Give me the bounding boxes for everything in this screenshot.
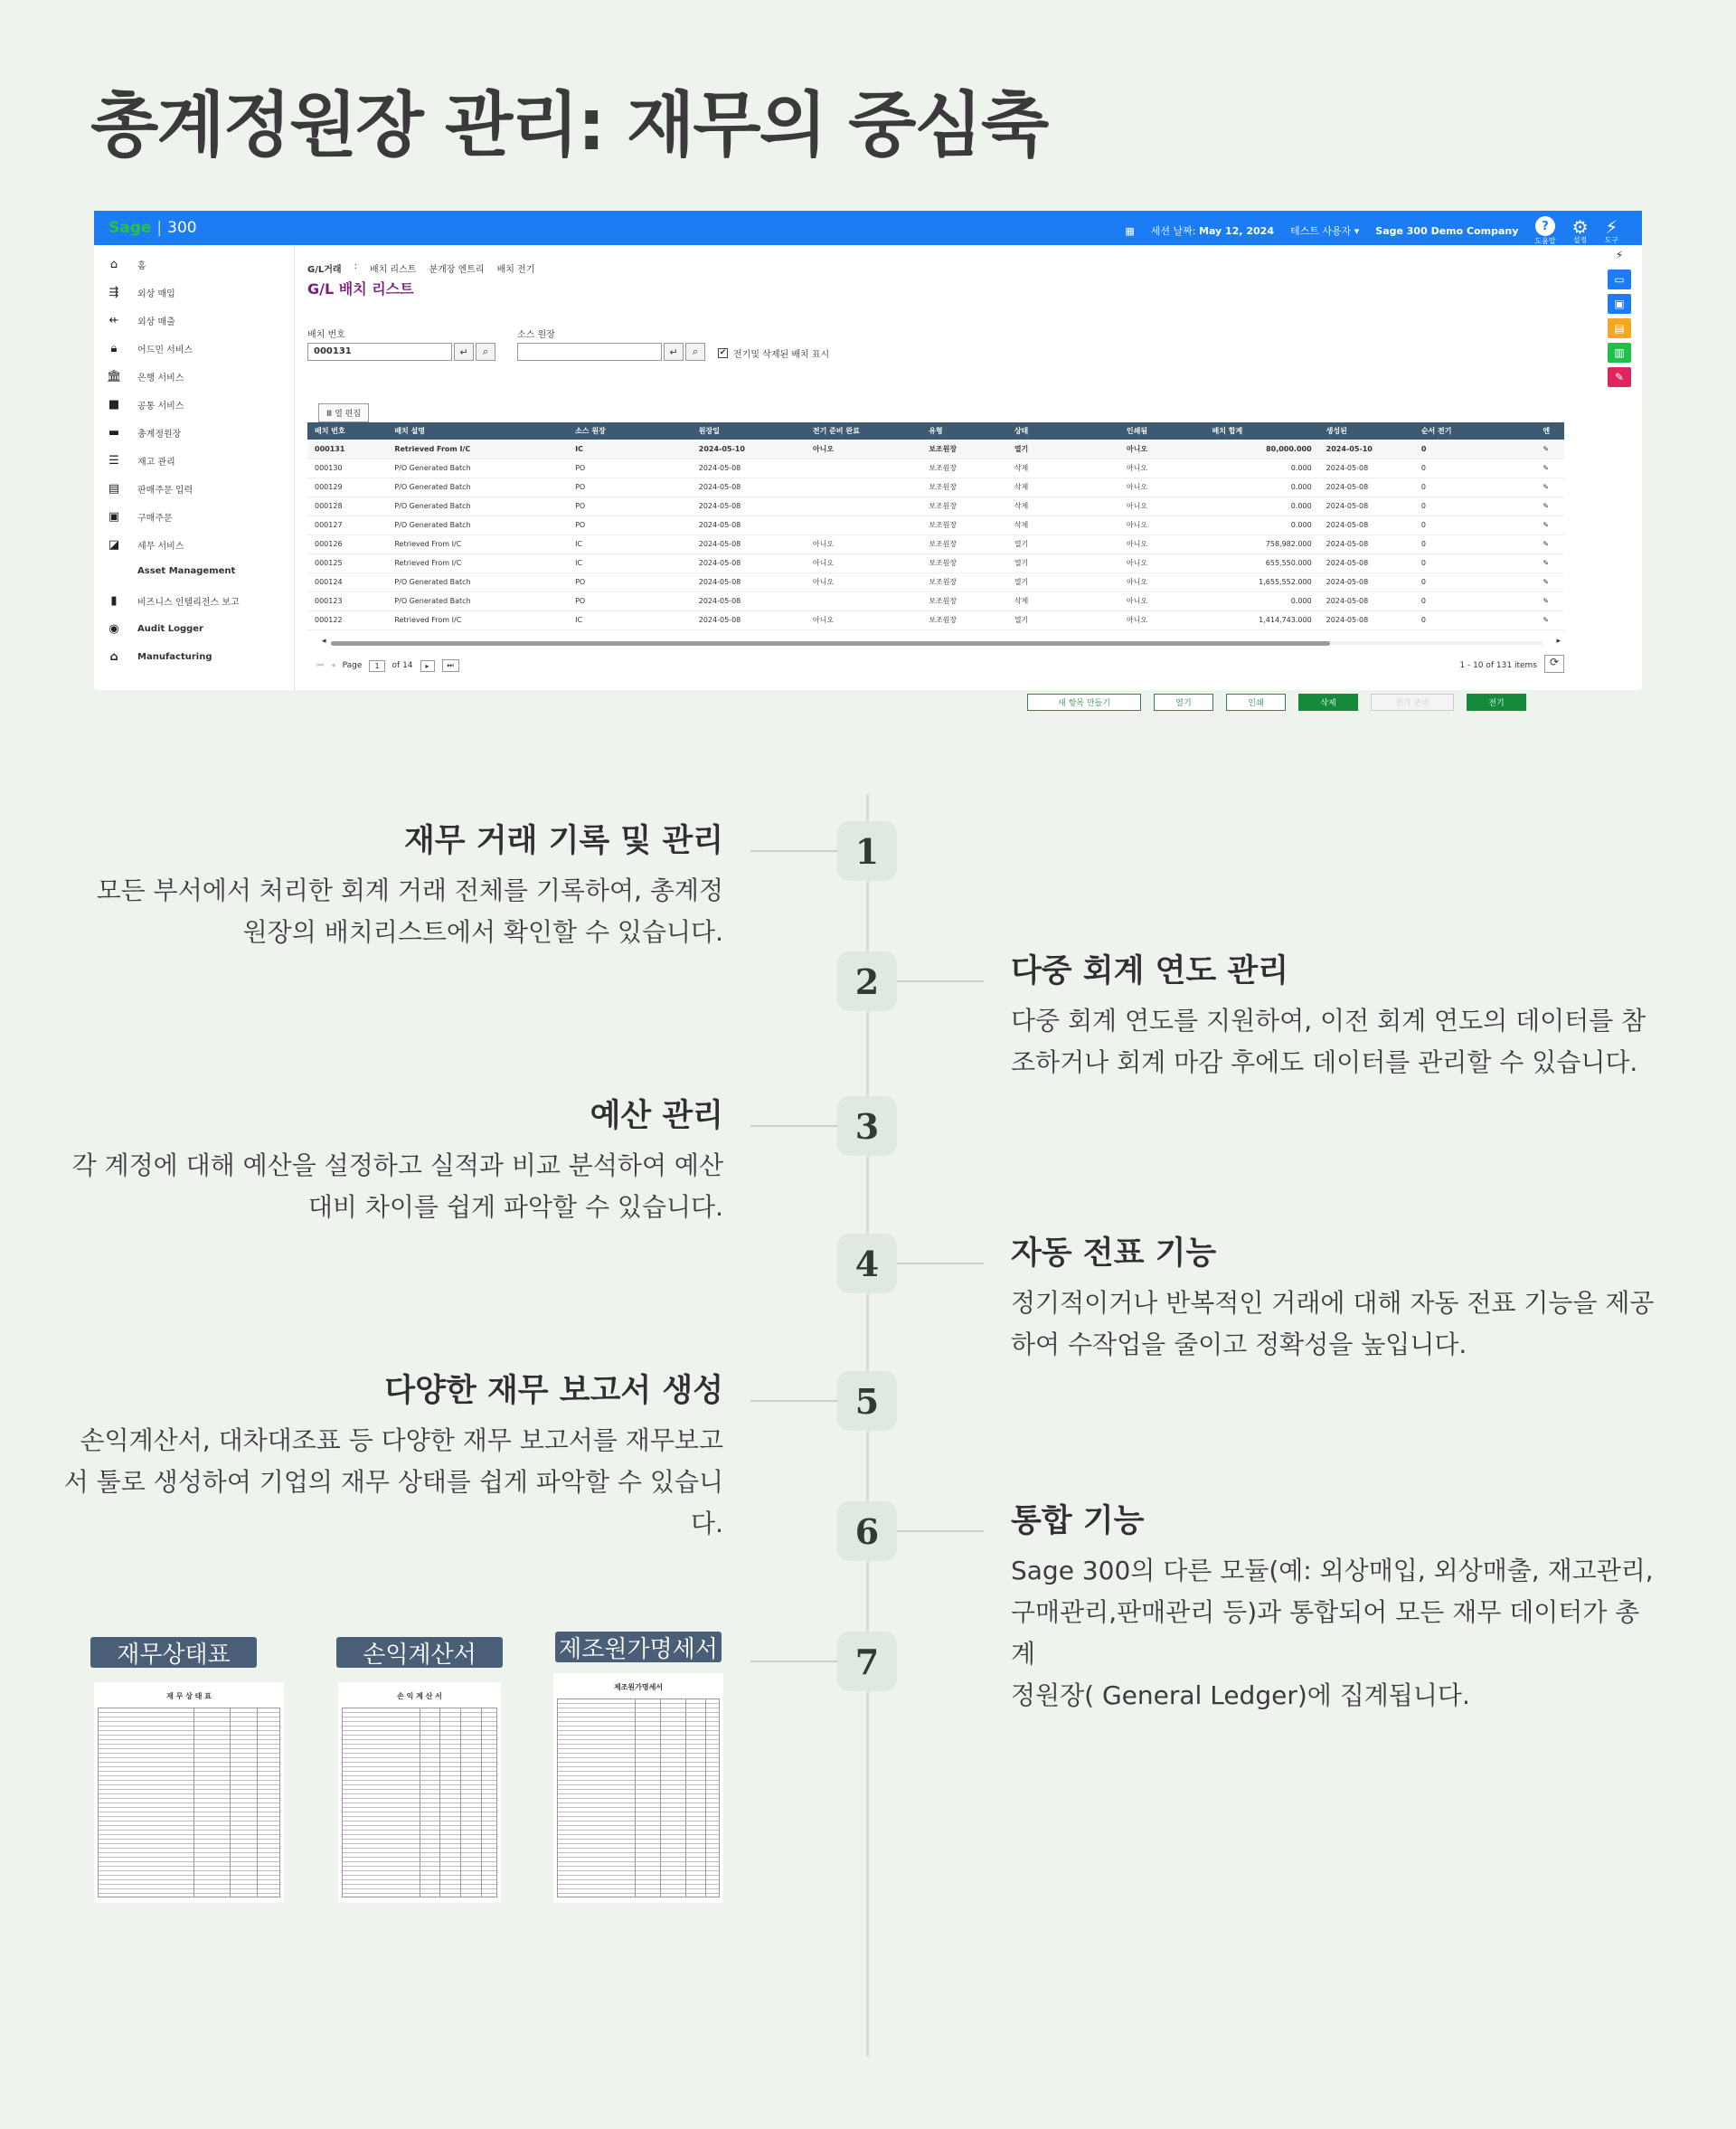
- table-cell: 보조원장: [921, 497, 1007, 516]
- step-badge-2: 2: [837, 951, 897, 1011]
- help-button[interactable]: ? 도움말: [1534, 216, 1555, 245]
- scrollbar-thumb[interactable]: [331, 641, 1330, 646]
- table-cell: 000130: [307, 459, 387, 478]
- calendar-icon[interactable]: ▦: [1125, 224, 1135, 237]
- table-cell: 아니오: [806, 610, 921, 629]
- folder-icon: ▬: [108, 426, 120, 440]
- table-cell: 삭제: [1007, 478, 1119, 497]
- feature-title-1: 재무 거래 기록 및 관리: [403, 823, 723, 859]
- table-cell: 000127: [307, 516, 387, 535]
- breadcrumb-item[interactable]: 분개장 엔트리: [429, 265, 485, 275]
- table-cell: [806, 516, 921, 535]
- table-cell: 2024-05-08: [1319, 459, 1414, 478]
- factory-icon: ⌂: [109, 650, 118, 664]
- sidebar-item-payables[interactable]: ⇶ 외상 매입: [107, 286, 175, 299]
- table-cell: P/O Generated Batch: [387, 478, 568, 497]
- home-icon: ⌂: [109, 258, 118, 271]
- table-cell: 아니오: [806, 535, 921, 554]
- table-cell: 삭제: [1007, 459, 1119, 478]
- table-cell: 000126: [307, 535, 387, 554]
- table-cell: 보조원장: [921, 459, 1007, 478]
- table-cell: 보조원장: [921, 591, 1007, 610]
- report-label-balance-sheet: 재무상태표: [90, 1637, 257, 1668]
- table-cell: 아니오: [1119, 497, 1205, 516]
- column-header[interactable]: 배치 번호: [307, 422, 387, 440]
- table-cell: 2024-05-08: [1319, 497, 1414, 516]
- note-icon[interactable]: ▤: [1608, 318, 1631, 338]
- finder-enter-button[interactable]: ↵: [664, 343, 684, 361]
- table-cell: 655,550.000: [1205, 554, 1319, 572]
- feature-desc-1: 모든 부서에서 처리한 회계 거래 전체를 기록하여, 총계정 원장의 배치리스트에서 확인할 수 있습니다.: [96, 875, 723, 947]
- feature-desc-3: 각 계정에 대해 예산을 설정하고 실적과 비교 분석하여 예산 대비 차이를 쉽게 파악할 수 있습니다.: [71, 1150, 723, 1222]
- table-cell: 아니오: [1119, 535, 1205, 554]
- table-cell: 아니오: [1119, 610, 1205, 629]
- sidebar-item-asset[interactable]: Asset Management: [137, 566, 236, 576]
- table-cell: 0.000: [1205, 591, 1319, 610]
- column-header[interactable]: 순서 전기: [1414, 422, 1536, 440]
- bolt-icon: ⚡: [1605, 215, 1618, 238]
- table-cell: P/O Generated Batch: [387, 516, 568, 535]
- product-name: 300: [167, 219, 197, 237]
- column-header[interactable]: 배치 합계: [1205, 422, 1319, 440]
- table-row[interactable]: [307, 591, 1564, 610]
- table-cell: 2024-05-08: [1319, 554, 1414, 572]
- table-cell: 2024-05-08: [1319, 610, 1414, 629]
- table-cell: 2024-05-08: [1319, 572, 1414, 591]
- column-header[interactable]: 엔: [1535, 422, 1564, 440]
- brand-logo: Sage: [108, 219, 152, 237]
- breadcrumb-item[interactable]: 배치 리스트: [369, 265, 417, 275]
- table-cell: IC: [568, 610, 692, 629]
- new-button[interactable]: 새 항목 만들기: [1027, 694, 1141, 711]
- table-cell: 열기: [1007, 610, 1119, 629]
- table-row[interactable]: [307, 610, 1564, 629]
- table-row[interactable]: [307, 535, 1564, 554]
- batch-number-input[interactable]: 000131: [307, 343, 452, 361]
- step-badge-3: 3: [837, 1096, 897, 1156]
- table-cell: Retrieved From I/C: [387, 610, 568, 629]
- post-button[interactable]: 전기: [1467, 694, 1526, 711]
- table-cell: Retrieved From I/C: [387, 554, 568, 572]
- table-cell: 2024-05-08: [692, 554, 806, 572]
- table-row[interactable]: [307, 572, 1564, 591]
- table-cell: 0.000: [1205, 459, 1319, 478]
- items-count: 1 - 10 of 131 items: [1459, 661, 1537, 670]
- table-cell: 000131: [307, 440, 387, 459]
- sidebar-item-receivables[interactable]: ⇷ 외상 매출: [107, 314, 175, 327]
- table-cell: 보조원장: [921, 440, 1007, 459]
- sales-order-icon: ▤: [108, 482, 120, 496]
- table-cell: 0: [1414, 554, 1536, 572]
- table-cell: 2024-05-08: [1319, 535, 1414, 554]
- table-cell: IC: [568, 440, 692, 459]
- action-bar: [1027, 694, 1526, 711]
- column-header[interactable]: 전기 준비 완료: [806, 422, 921, 440]
- source-ledger-label: 소스 원장: [517, 330, 555, 340]
- feature-desc-5: 손익계산서, 대차대조표 등 다양한 재무 보고서를 재무보고 서 툴로 생성하여 기업의 재무 상태를 쉽게 파악할 수 있습니 다.: [63, 1425, 723, 1538]
- table-cell: 열기: [1007, 535, 1119, 554]
- last-page-icon[interactable]: ⏭: [442, 659, 459, 672]
- table-cell: 삭제: [1007, 591, 1119, 610]
- table-cell: PO: [568, 516, 692, 535]
- tools-button[interactable]: ⚡ 도구: [1604, 215, 1618, 244]
- column-header[interactable]: 상태: [1007, 422, 1119, 440]
- table-cell: P/O Generated Batch: [387, 459, 568, 478]
- help-icon: ?: [1535, 216, 1555, 236]
- table-cell: 아니오: [1119, 572, 1205, 591]
- table-cell: P/O Generated Batch: [387, 497, 568, 516]
- table-cell: [806, 497, 921, 516]
- search-icon[interactable]: ⌕: [685, 343, 705, 361]
- table-cell: 0: [1414, 497, 1536, 516]
- table-cell: P/O Generated Batch: [387, 572, 568, 591]
- scroll-right-icon[interactable]: ▸: [1556, 637, 1561, 646]
- document-icon[interactable]: ▥: [1608, 343, 1631, 363]
- edit-icon[interactable]: ✎: [1535, 554, 1564, 572]
- table-cell: Retrieved From I/C: [387, 440, 568, 459]
- horizontal-scrollbar[interactable]: [322, 639, 1561, 647]
- scroll-left-icon[interactable]: ◂: [322, 637, 326, 646]
- sidebar-item-common[interactable]: ■ 공통 서비스: [108, 398, 184, 412]
- feature-desc-4: 정기적이거나 반복적인 거래에 대해 자동 전표 기능을 제공 하여 수작업을 줄이고 정확성을 높입니다.: [1011, 1288, 1655, 1359]
- sidebar-item-tax[interactable]: ◪ 세무 서비스: [108, 538, 184, 552]
- screen-title: G/L 배치 리스트: [307, 280, 414, 298]
- table-cell: 아니오: [1119, 516, 1205, 535]
- table-cell: 2024-05-08: [692, 535, 806, 554]
- table-cell: 아니오: [1119, 591, 1205, 610]
- app-screenshot: [94, 211, 1642, 708]
- search-icon[interactable]: ⌕: [476, 343, 495, 361]
- feature-desc-6: Sage 300의 다른 모듈(예: 외상매입, 외상매출, 재고관리, 구매관리,판매관리 등)과 통합되어 모든 재무 데이터가 총계 정원장( General Ledger)에 집계됩니다.: [1011, 1556, 1654, 1710]
- table-cell: 보조원장: [921, 478, 1007, 497]
- column-header[interactable]: 생성된: [1319, 422, 1414, 440]
- table-cell: 80,000.000: [1205, 440, 1319, 459]
- pagination: ⏮ ◂ Page 1 of 14 ▸ ⏭ 1 - 10 of 131 items ⟳: [316, 657, 1564, 675]
- print-button[interactable]: 인쇄: [1226, 694, 1286, 711]
- step-badge-7: 7: [837, 1632, 897, 1691]
- table-cell: 000124: [307, 572, 387, 591]
- table-cell: 아니오: [1119, 478, 1205, 497]
- table-cell: PO: [568, 459, 692, 478]
- table-cell: 보조원장: [921, 610, 1007, 629]
- table-cell: 0.000: [1205, 516, 1319, 535]
- ready-to-post-button[interactable]: 전기 준비: [1371, 694, 1454, 711]
- report-label-cost-statement: 제조원가명세서: [555, 1632, 722, 1662]
- edit-icon[interactable]: ✎: [1535, 516, 1564, 535]
- column-header[interactable]: 원장일: [692, 422, 806, 440]
- edit-icon[interactable]: ✎: [1535, 591, 1564, 610]
- checkbox-icon: ✔: [719, 348, 727, 357]
- table-cell: 000123: [307, 591, 387, 610]
- table-cell: [806, 591, 921, 610]
- sidebar-item-manufacturing[interactable]: ⌂ Manufacturing: [107, 650, 212, 664]
- table-cell: 1,414,743.000: [1205, 610, 1319, 629]
- sidebar-item-admin[interactable]: 🔒︎ 어드민 서비스: [107, 342, 193, 355]
- bank-icon: 🏛︎: [107, 370, 122, 383]
- table-cell: 2024-05-08: [1319, 591, 1414, 610]
- table-cell: 000122: [307, 610, 387, 629]
- table-cell: 000128: [307, 497, 387, 516]
- cost-statement-thumbnail: 제조원가명세서: [553, 1673, 723, 1903]
- table-cell: Retrieved From I/C: [387, 535, 568, 554]
- income-statement-thumbnail: 손 익 계 산 서: [338, 1682, 501, 1903]
- batch-table: [307, 422, 1564, 630]
- table-cell: 1,655,552.000: [1205, 572, 1319, 591]
- sidebar-item-inventory[interactable]: ☰ 재고 관리: [107, 454, 175, 468]
- table-cell: [806, 459, 921, 478]
- table-cell: 2024-05-08: [692, 478, 806, 497]
- sidebar-item-bank[interactable]: 🏛︎ 은행 서비스: [107, 370, 184, 383]
- breadcrumb: G/L거래 : 배치 리스트 분개장 엔트리 배치 전기: [307, 261, 535, 275]
- table-cell: 아니오: [806, 572, 921, 591]
- table-row[interactable]: [307, 497, 1564, 516]
- show-posted-checkbox[interactable]: ✔ 전기및 삭제된 배치 표시: [719, 348, 830, 360]
- step-badge-1: 1: [837, 821, 897, 881]
- delete-button[interactable]: 삭제: [1298, 694, 1358, 711]
- edit-icon[interactable]: ✎: [1535, 478, 1564, 497]
- payables-icon: ⇶: [108, 286, 119, 299]
- tax-icon: ◪: [108, 538, 120, 552]
- table-cell: 758,982.000: [1205, 535, 1319, 554]
- sidebar-item-sales-order[interactable]: ▤ 판매주문 입력: [108, 482, 193, 496]
- lock-icon: 🔒︎: [110, 342, 118, 355]
- table-cell: 아니오: [1119, 440, 1205, 459]
- finder-enter-button[interactable]: ↵: [454, 343, 474, 361]
- table-cell: 2024-05-10: [1319, 440, 1414, 459]
- feature-title-3: 예산 관리: [590, 1098, 723, 1134]
- edit-icon[interactable]: ✎: [1535, 440, 1564, 459]
- sidebar-item-home[interactable]: ⌂ 홈: [107, 258, 146, 271]
- table-cell: 2024-05-08: [1319, 478, 1414, 497]
- column-header[interactable]: 소스 원장: [568, 422, 692, 440]
- table-cell: PO: [568, 497, 692, 516]
- sidebar: [94, 245, 295, 690]
- table-cell: 0: [1414, 440, 1536, 459]
- breadcrumb-item[interactable]: G/L거래: [307, 265, 342, 275]
- page-title: 총계정원장 관리: 재무의 중심축: [90, 85, 1048, 166]
- table-row[interactable]: [307, 554, 1564, 572]
- inventory-icon: ☰: [108, 454, 119, 468]
- eye-icon: ◉: [108, 622, 119, 636]
- table-cell: 0: [1414, 535, 1536, 554]
- app-topbar: [94, 211, 1642, 245]
- table-cell: 2024-05-08: [1319, 516, 1414, 535]
- source-ledger-input[interactable]: [517, 343, 662, 361]
- table-cell: 열기: [1007, 554, 1119, 572]
- sidebar-item-gl[interactable]: ▬ 총계정원장: [108, 426, 182, 440]
- table-cell: 2024-05-10: [692, 440, 806, 459]
- bolt-icon[interactable]: ⚡: [1608, 245, 1631, 265]
- table-row[interactable]: [307, 440, 1564, 459]
- table-cell: 열기: [1007, 440, 1119, 459]
- main-panel: [307, 245, 1600, 708]
- column-edit-button[interactable]: Ⅲ 열 편집: [318, 403, 369, 422]
- table-cell: PO: [568, 591, 692, 610]
- right-toolbar: [1608, 245, 1635, 392]
- table-row[interactable]: [307, 516, 1564, 535]
- table-cell: PO: [568, 478, 692, 497]
- session-date[interactable]: 세션 날짜: May 12, 2024: [1150, 225, 1274, 237]
- table-cell: 0: [1414, 572, 1536, 591]
- page-number-input[interactable]: 1: [369, 660, 384, 672]
- table-cell: PO: [568, 572, 692, 591]
- sidebar-item-audit[interactable]: ◉ Audit Logger: [107, 622, 203, 636]
- table-cell: P/O Generated Batch: [387, 591, 568, 610]
- sidebar-item-bi[interactable]: ▮ 비즈니스 인텔리전스 보고: [107, 594, 240, 608]
- refresh-icon[interactable]: ⟳: [1544, 655, 1564, 673]
- sidebar-item-purchase-order[interactable]: ▣ 구매주문: [108, 510, 173, 524]
- feature-desc-2: 다중 회계 연도를 지원하여, 이전 회계 연도의 데이터를 참 조하거나 회계 마감 후에도 데이터를 관리할 수 있습니다.: [1011, 1006, 1646, 1077]
- table-cell: 아니오: [1119, 459, 1205, 478]
- table-cell: 보조원장: [921, 516, 1007, 535]
- table-cell: 보조원장: [921, 572, 1007, 591]
- column-header[interactable]: 배치 설명: [387, 422, 568, 440]
- table-cell: 보조원장: [921, 535, 1007, 554]
- table-cell: 0: [1414, 516, 1536, 535]
- open-button[interactable]: 열기: [1154, 694, 1213, 711]
- table-cell: 0.000: [1205, 478, 1319, 497]
- edit-icon[interactable]: ✎: [1535, 459, 1564, 478]
- balance-sheet-thumbnail: 재 무 상 태 표: [94, 1682, 284, 1903]
- table-cell: 아니오: [806, 554, 921, 572]
- column-header[interactable]: 인쇄됨: [1119, 422, 1205, 440]
- briefcase-icon: ■: [108, 398, 120, 412]
- table-cell: 아니오: [1119, 554, 1205, 572]
- table-cell: 보조원장: [921, 554, 1007, 572]
- table-cell: 열기: [1007, 572, 1119, 591]
- table-cell: 2024-05-08: [692, 459, 806, 478]
- app-brand: Sage | 300: [108, 219, 197, 237]
- table-cell: IC: [568, 535, 692, 554]
- edit-icon[interactable]: ✎: [1535, 610, 1564, 629]
- table-row[interactable]: [307, 478, 1564, 497]
- column-header[interactable]: 유형: [921, 422, 1007, 440]
- feature-title-4: 자동 전표 기능: [1011, 1235, 1217, 1272]
- table-cell: 000129: [307, 478, 387, 497]
- step-badge-4: 4: [837, 1234, 897, 1293]
- breadcrumb-item[interactable]: 배치 전기: [496, 265, 535, 275]
- window-settings-icon[interactable]: ▣: [1608, 294, 1631, 314]
- table-row[interactable]: [307, 459, 1564, 478]
- table-cell: 2024-05-08: [692, 516, 806, 535]
- first-page-icon[interactable]: ⏮: [316, 661, 325, 670]
- table-cell: 2024-05-08: [692, 497, 806, 516]
- user-menu[interactable]: 테스트 사용자 ▾: [1289, 225, 1360, 237]
- table-cell: 2024-05-08: [692, 610, 806, 629]
- table-cell: 0: [1414, 459, 1536, 478]
- step-badge-5: 5: [837, 1371, 897, 1431]
- gear-icon: ⚙: [1571, 215, 1589, 238]
- table-cell: 2024-05-08: [692, 591, 806, 610]
- receivables-icon: ⇷: [108, 314, 119, 327]
- step-badge-6: 6: [837, 1501, 897, 1561]
- batch-number-label: 배치 번호: [307, 330, 345, 340]
- pencil-icon[interactable]: ✎: [1608, 367, 1631, 387]
- next-page-icon[interactable]: ▸: [420, 660, 435, 672]
- table-cell: 2024-05-08: [692, 572, 806, 591]
- prev-page-icon[interactable]: ◂: [331, 661, 335, 670]
- settings-button[interactable]: ⚙ 설정: [1571, 215, 1589, 244]
- table-cell: 0: [1414, 478, 1536, 497]
- feature-title-6: 통합 기능: [1011, 1503, 1145, 1539]
- table-cell: 000125: [307, 554, 387, 572]
- table-cell: 삭제: [1007, 497, 1119, 516]
- table-cell: 아니오: [806, 440, 921, 459]
- edit-icon[interactable]: ✎: [1535, 535, 1564, 554]
- edit-icon[interactable]: ✎: [1535, 497, 1564, 516]
- table-cell: IC: [568, 554, 692, 572]
- table-cell: 삭제: [1007, 516, 1119, 535]
- table-cell: 0: [1414, 591, 1536, 610]
- feature-title-5: 다양한 재무 보고서 생성: [384, 1373, 723, 1409]
- feature-title-2: 다중 회계 연도 관리: [1011, 953, 1289, 989]
- window-icon[interactable]: ▭: [1608, 270, 1631, 289]
- company-name[interactable]: Sage 300 Demo Company: [1375, 224, 1519, 237]
- table-cell: [806, 478, 921, 497]
- purchase-order-icon: ▣: [108, 510, 120, 524]
- table-cell: 0: [1414, 610, 1536, 629]
- chart-icon: ▮: [110, 594, 118, 608]
- table-cell: 0.000: [1205, 497, 1319, 516]
- table-header-row: [307, 422, 1564, 440]
- edit-icon[interactable]: ✎: [1535, 572, 1564, 591]
- report-label-income-statement: 손익계산서: [336, 1637, 503, 1668]
